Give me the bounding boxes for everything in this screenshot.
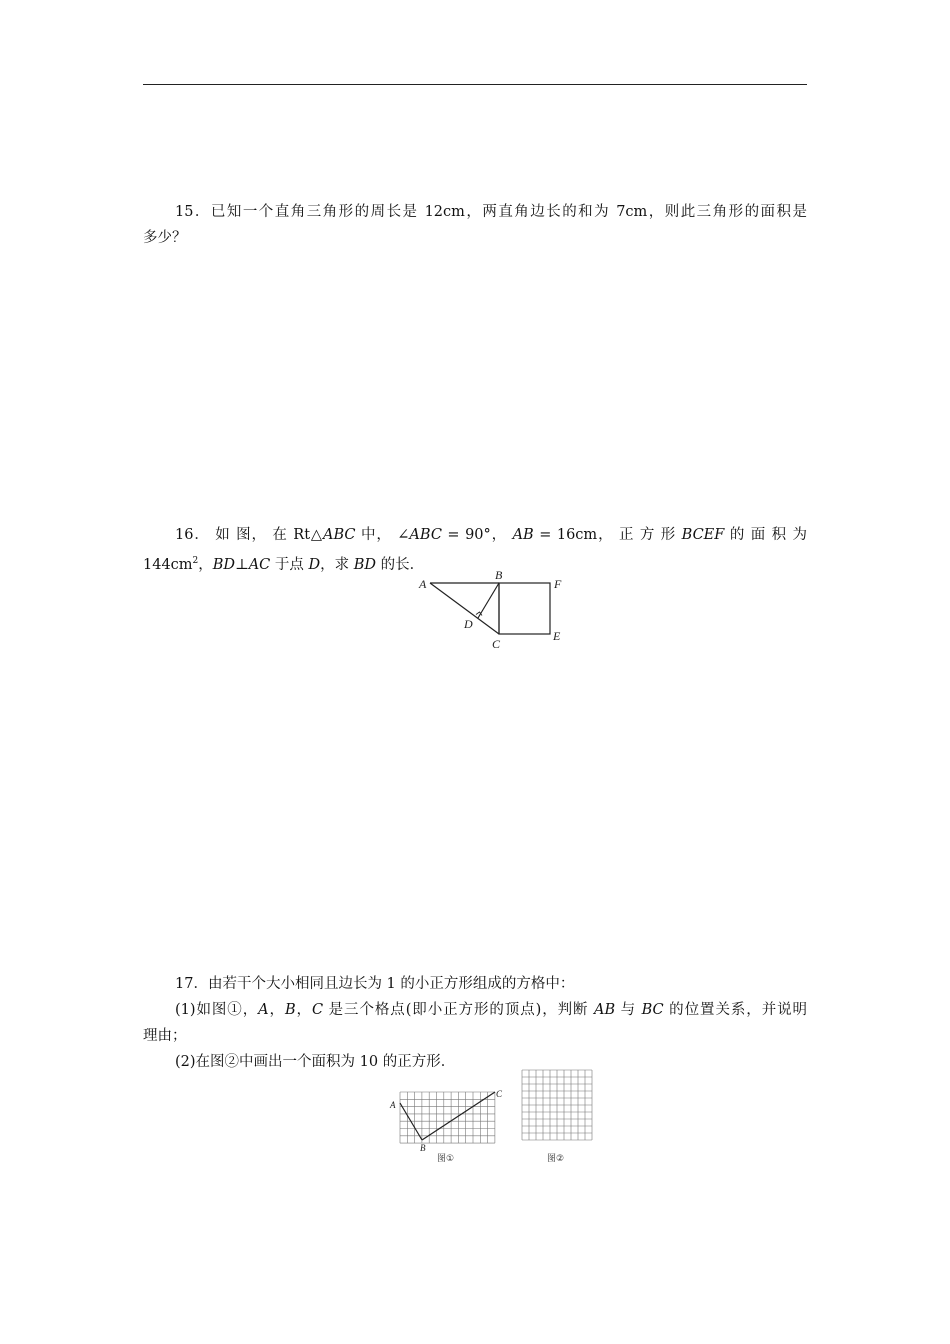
label-f: F: [554, 577, 562, 591]
q15-line-1: 15．已知一个直角三角形的周长是 12cm，两直角边长的和为 7cm，则此三角形的面积是: [175, 204, 807, 220]
label-b: B: [495, 568, 503, 582]
q16-figure: [410, 568, 570, 652]
grid-1: [400, 1092, 495, 1143]
q17-figure-2: [515, 1065, 600, 1165]
q15-line-2: 多少？: [143, 230, 187, 246]
header-rule: [143, 84, 807, 85]
grid-label-a: A: [390, 1100, 396, 1110]
square-bcef: [499, 583, 550, 634]
question-15: [143, 199, 807, 251]
q16-line-1: 16． 如 图， 在 Rt△ABC 中， ∠ABC = 90°， AB = 16cm， 正 方 形 BCEF 的 面 积 为: [175, 527, 807, 543]
q17-line-2: (1)如图①，A，B，C 是三个格点(即小正方形的顶点)，判断 AB 与 BC 的位置关系，并说明: [175, 1002, 808, 1018]
q17-line-1: 17．由若干个大小相同且边长为 1 的小正方形组成的方格中：: [175, 976, 575, 992]
q17-line-3: 理由；: [143, 1028, 187, 1044]
figure-2-caption: 图②: [547, 1154, 565, 1164]
label-d: D: [464, 617, 473, 631]
label-c: C: [492, 637, 501, 651]
grid-label-b: B: [420, 1143, 426, 1153]
label-a: A: [419, 577, 427, 591]
q16-line-2: $144cm^2$，BD⊥AC 于点 D，求 BD 的长．: [143, 556, 425, 573]
segment-bd: [478, 583, 499, 618]
question-17: [143, 971, 807, 1075]
grid-2: [522, 1070, 592, 1140]
q17-line-4: (2)在图②中画出一个面积为 10 的正方形．: [175, 1054, 456, 1070]
label-e: E: [553, 629, 561, 643]
q17-figure-1: [385, 1085, 510, 1165]
figure-1-caption: 图①: [437, 1154, 455, 1164]
grid-label-c: C: [496, 1089, 503, 1099]
